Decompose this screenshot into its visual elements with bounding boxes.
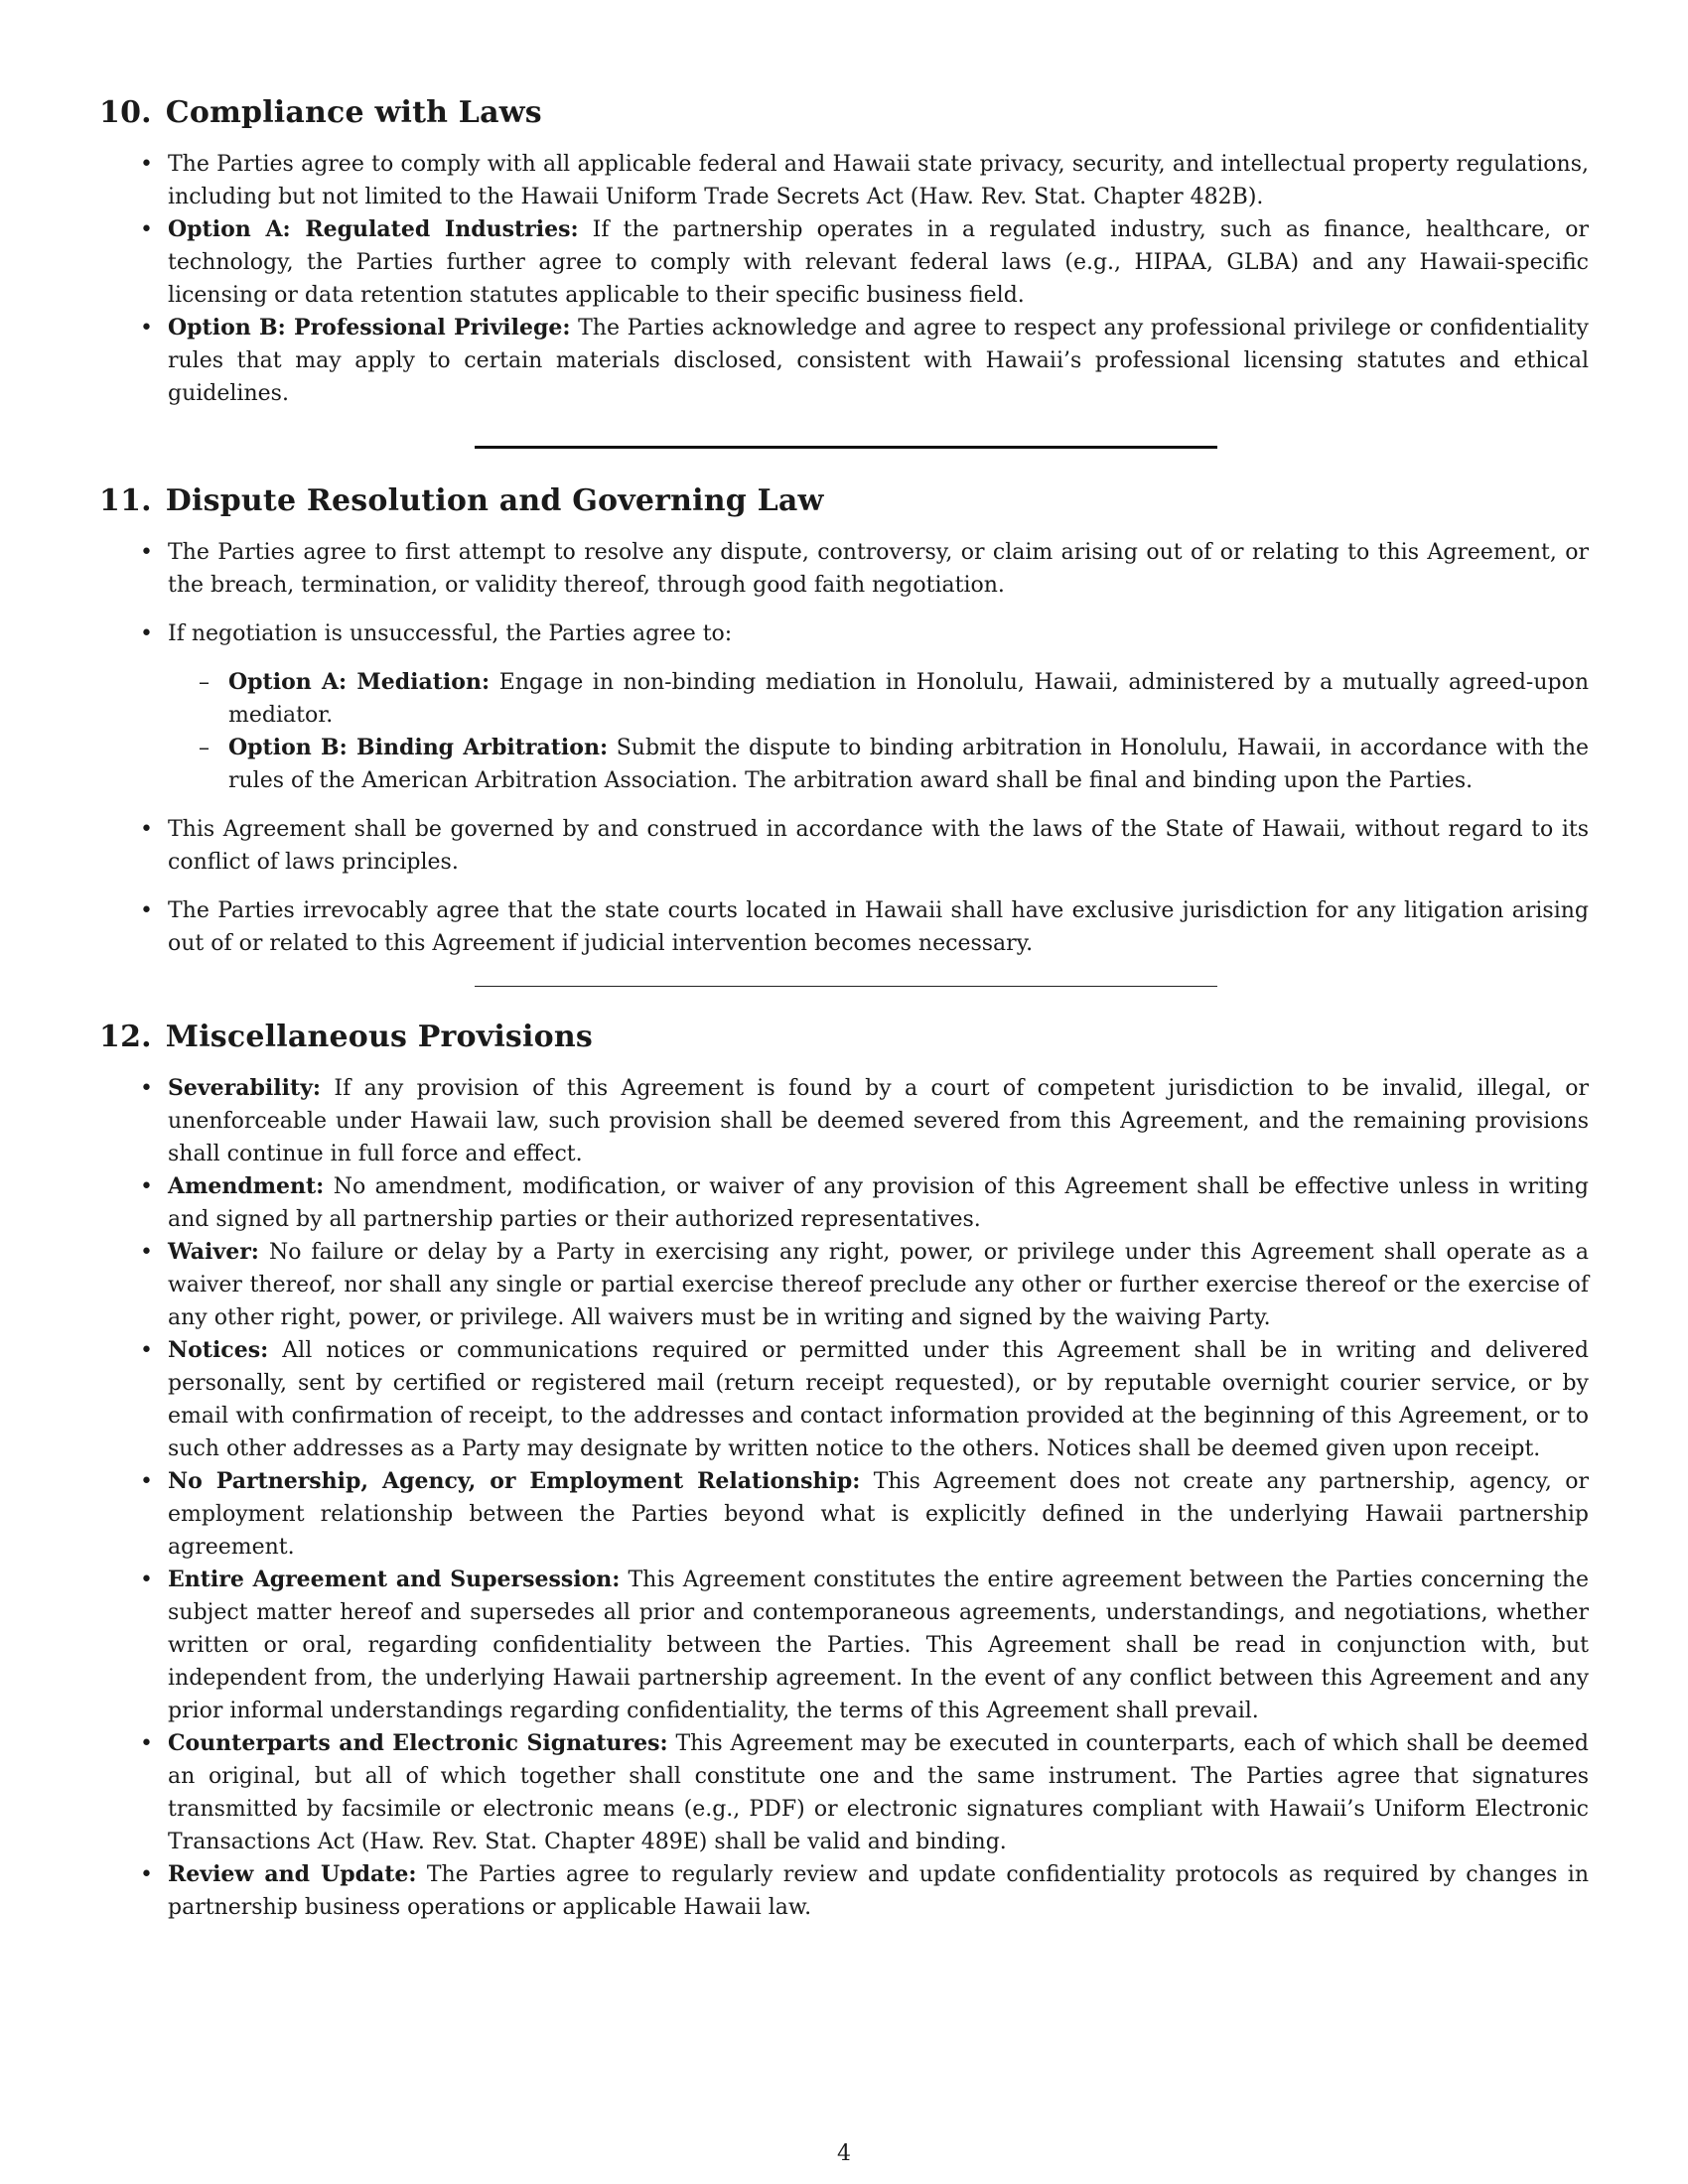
- item-text: This Agreement may be executed in counterparts, each of which shall be deemed an original, but all of which together shall constitute one and the same instrument. The Parties agree that signatures transmitted by facsimile or electronic means (e.g., PDF) or electronic signatures compliant with Hawaii’s Uniform Electronic Transactions Act (Haw. Rev. Stat. Chapter 489E) shall be valid and binding.: [168, 1731, 1589, 1854]
- item-lead: No Partnership, Agency, or Employment Relationship:: [168, 1468, 861, 1494]
- item-lead: Counterparts and Electronic Signatures:: [168, 1730, 668, 1756]
- list-item: [168, 213, 1589, 312]
- item-text: The Parties agree to regularly review and update confidentiality protocols as required by changes in partnership business operations or applicable Hawaii law.: [168, 1862, 1589, 1920]
- list-item: [168, 894, 1589, 960]
- item-text: Submit the dispute to binding arbitration in Honolulu, Hawaii, in accordance with the rules of the American Arbitration Association. The arbitration award shall be final and binding upon the Parties.: [228, 736, 1590, 793]
- item-lead: Entire Agreement and Supersession:: [168, 1567, 621, 1592]
- section-title: [99, 482, 1589, 520]
- item-text: All notices or communications required or permitted under this Agreement shall be in writing and delivered personally, sent by certified or registered mail (return receipt requested), or by reputable overnight courier service, or by email with confirmation of receipt, to the addresses and contact information provided at the beginning of this Agreement, or to such other addresses as a Party may designate by written notice to the others. Notices shall be deemed given upon receipt.: [168, 1338, 1589, 1461]
- item-text: The Parties irrevocably agree that the state courts located in Hawaii shall have exclusive jurisdiction for any litigation arising out of or related to this Agreement if judicial intervention becomes necessary.: [168, 898, 1589, 956]
- bullet-list: [99, 536, 1589, 960]
- list-item: [168, 312, 1589, 410]
- list-item: [168, 536, 1589, 602]
- list-item: [168, 1858, 1589, 1924]
- section-number: 12.: [99, 1020, 152, 1054]
- list-item: [168, 813, 1589, 879]
- section-title: [99, 94, 1589, 132]
- item-text: This Agreement shall be governed by and construed in accordance with the laws of the State of Hawaii, without regard to its conflict of laws principles.: [168, 817, 1589, 875]
- section-heading-text: Compliance with Laws: [165, 95, 542, 130]
- item-lead: Review and Update:: [168, 1861, 417, 1887]
- item-lead: Option A: Mediation:: [228, 669, 491, 695]
- list-item: [168, 1727, 1589, 1858]
- item-lead: Notices:: [168, 1337, 269, 1363]
- item-text: The Parties acknowledge and agree to respect any professional privilege or confidentiality rules that may apply to certain materials disclosed, consistent with Hawaii’s professional licensing statutes and ethical guidelines.: [168, 316, 1589, 406]
- section-heading-text: Dispute Resolution and Governing Law: [165, 483, 824, 518]
- item-text: If the partnership operates in a regulated industry, such as finance, healthcare, or technology, the Parties further agree to comply with relevant federal laws (e.g., HIPAA, GLBA) and any Hawaii-specific licensing or data retention statutes applicable to their specific business field.: [168, 217, 1589, 308]
- section-number: 10.: [99, 95, 152, 130]
- page-number: 4: [837, 2141, 851, 2166]
- list-item: [168, 617, 1589, 797]
- item-text: The Parties agree to first attempt to resolve any dispute, controversy, or claim arising out of or relating to this Agreement, or the breach, termination, or validity thereof, through good faith negotiation.: [168, 540, 1589, 598]
- list-item: [168, 1334, 1589, 1465]
- document-page: [99, 94, 1589, 1924]
- section-heading-text: Miscellaneous Provisions: [165, 1020, 593, 1054]
- item-text: This Agreement does not create any partnership, agency, or employment relationship between the Parties beyond what is explicitly defined in the underlying Hawaii partnership agreement.: [168, 1469, 1589, 1560]
- list-item: [168, 148, 1589, 213]
- option-list: [168, 666, 1589, 797]
- list-item: [168, 1072, 1589, 1170]
- item-text: If any provision of this Agreement is found by a court of competent jurisdiction to be invalid, illegal, or unenforceable under Hawaii law, such provision shall be deemed severed from this Agreement, and the remaining provisions shall continue in full force and effect.: [168, 1076, 1589, 1166]
- item-text: The Parties agree to comply with all applicable federal and Hawaii state privacy, security, and intellectual property regulations, including but not limited to the Hawaii Uniform Trade Secrets Act (Haw. Rev. Stat. Chapter 482B).: [168, 152, 1589, 209]
- item-lead: Severability:: [168, 1075, 322, 1101]
- section-miscellaneous-provisions: [99, 1019, 1589, 1924]
- section-compliance-with-laws: [99, 94, 1589, 410]
- item-text: No amendment, modification, or waiver of any provision of this Agreement shall be effective unless in writing and signed by all partnership parties or their authorized representatives.: [168, 1174, 1589, 1232]
- item-text: No failure or delay by a Party in exercising any right, power, or privilege under this Agreement shall operate as a waiver thereof, nor shall any single or partial exercise thereof preclude any other or further exercise thereof or the exercise of any other right, power, or privilege. All waivers must be in writing and signed by the waiving Party.: [168, 1240, 1589, 1330]
- section-divider: [475, 986, 1217, 987]
- section-title: [99, 1019, 1589, 1056]
- item-text: Engage in non-binding mediation in Honolulu, Hawaii, administered by a mutually agreed-upon mediator.: [228, 670, 1589, 728]
- section-number: 11.: [99, 483, 152, 518]
- section-dispute-resolution: [99, 482, 1589, 960]
- bullet-list: [99, 148, 1589, 410]
- item-text: This Agreement constitutes the entire agreement between the Parties concerning the subject matter hereof and supersedes all prior and contemporaneous agreements, understandings, and negotiations, whether written or oral, regarding confidentiality between the Parties. This Agreement shall be read in conjunction with, but independent from, the underlying Hawaii partnership agreement. In the event of any conflict between this Agreement and any prior informal understandings regarding confidentiality, the terms of this Agreement shall prevail.: [168, 1568, 1589, 1723]
- item-lead: Option B: Binding Arbitration:: [228, 735, 609, 760]
- list-item: [168, 1465, 1589, 1564]
- item-text: If negotiation is unsuccessful, the Parties agree to:: [168, 621, 733, 646]
- list-item: [168, 1170, 1589, 1236]
- item-lead: Amendment:: [168, 1173, 325, 1199]
- item-lead: Option A: Regulated Industries:: [168, 216, 579, 242]
- item-lead: Waiver:: [168, 1239, 259, 1265]
- item-lead: Option B: Professional Privilege:: [168, 315, 571, 341]
- section-divider: [475, 446, 1217, 449]
- option-item: [228, 666, 1589, 732]
- list-item: [168, 1236, 1589, 1334]
- list-item: [168, 1564, 1589, 1727]
- bullet-list: [99, 1072, 1589, 1924]
- option-item: [228, 732, 1589, 797]
